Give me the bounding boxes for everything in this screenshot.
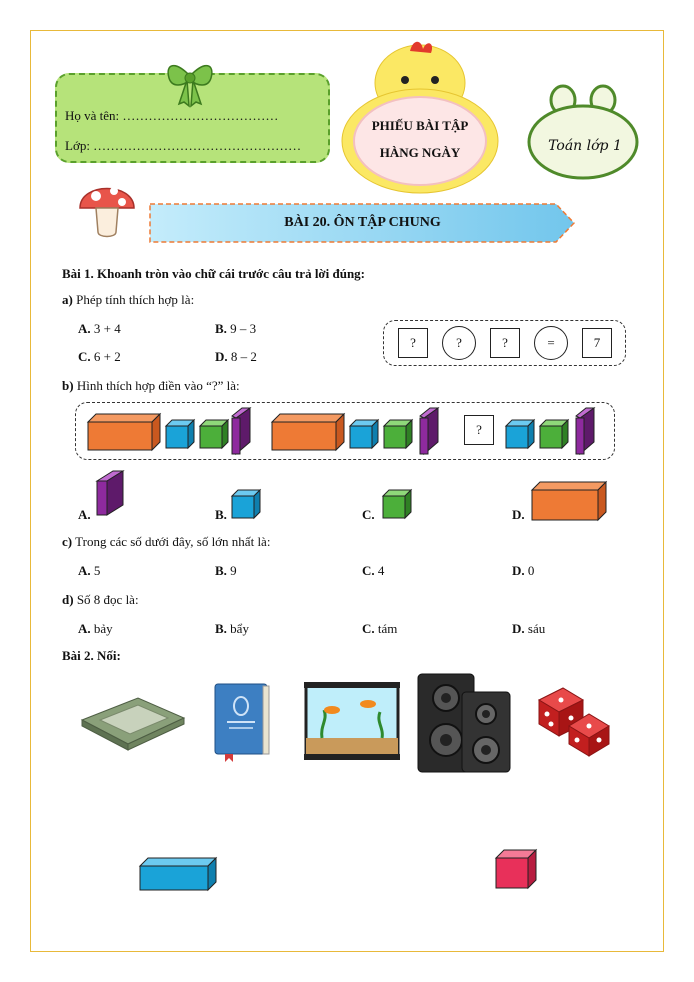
pattern-green-cube-2 (384, 420, 412, 448)
pattern-green-cube-1 (200, 420, 228, 448)
aquarium-icon[interactable] (302, 680, 402, 762)
option-a-A[interactable]: A. 3 + 4 (78, 321, 121, 336)
pattern-purple-prism-2 (420, 408, 438, 454)
question-a-prompt (62, 292, 194, 308)
question-d-text: Số 8 đọc là: (76, 592, 139, 607)
option-b-A-letter[interactable]: A. (78, 507, 91, 522)
question-d-label: d) (62, 592, 74, 607)
option-d-A[interactable]: A. bảy (78, 621, 113, 636)
equation-frame (383, 320, 626, 366)
pattern-missing-box[interactable]: ? (464, 415, 494, 445)
dice-icon[interactable] (533, 682, 613, 758)
option-c-C[interactable]: C. 4 (362, 563, 385, 578)
pattern-blue-cube-3 (506, 420, 534, 448)
tray-icon[interactable] (78, 692, 188, 752)
book-icon[interactable] (211, 682, 273, 764)
option-b-A-purple-prism[interactable] (93, 469, 127, 519)
option-a-C[interactable]: C. 6 + 2 (78, 349, 121, 364)
question-c-text: Trong các số dưới đây, số lớn nhất là: (75, 534, 271, 549)
question-b-text: Hình thích hợp điền vào “?” là: (76, 378, 240, 393)
pattern-purple-prism-3 (576, 408, 594, 454)
option-b-C-letter[interactable]: C. (362, 507, 375, 522)
question-b-label: b) (62, 378, 74, 393)
option-b-D-letter[interactable]: D. (512, 507, 525, 522)
option-d-D[interactable]: D. sáu (512, 621, 546, 636)
bunny-sticker-icon (525, 82, 645, 182)
equation-circle-equals: = (534, 326, 568, 360)
name-field[interactable]: Họ và tên: ……………………………… (65, 108, 279, 123)
equation-box-result: 7 (582, 328, 612, 358)
lesson-title: BÀI 20. ÔN TẬP CHUNG (284, 215, 441, 230)
question-b-prompt (62, 378, 240, 394)
option-b-B-letter[interactable]: B. (215, 507, 227, 522)
subject-sticker-label: Toán lớp 1 (548, 138, 622, 154)
pattern-blue-cube-2 (350, 420, 378, 448)
question-c-label: c) (62, 534, 73, 549)
option-d-B[interactable]: B. bẩy (215, 621, 249, 636)
speakers-icon[interactable] (414, 670, 514, 776)
pattern-orange-block-1 (88, 414, 160, 450)
option-b-C-green-cube[interactable] (379, 488, 413, 520)
target-blue-block[interactable] (138, 856, 220, 892)
exercise1-heading: Bài 1. Khoanh tròn vào chữ cái trước câu trả lời đúng: (62, 266, 366, 281)
option-a-D[interactable]: D. 8 – 2 (215, 349, 257, 364)
chick-badge-icon (335, 35, 505, 195)
equation-box-1: ? (398, 328, 428, 358)
pattern-green-cube-3 (540, 420, 568, 448)
pattern-purple-prism-1 (232, 408, 250, 454)
option-c-D[interactable]: D. 0 (512, 563, 535, 578)
pattern-orange-block-2 (272, 414, 344, 450)
title-line-1: PHIẾU BÀI TẬP (371, 118, 469, 133)
question-c-prompt (62, 534, 270, 550)
mushroom-icon (76, 176, 138, 242)
class-field[interactable]: Lớp: ………………………………………… (65, 138, 302, 153)
question-a-text: Phép tính thích hợp là: (76, 292, 195, 307)
option-c-A[interactable]: A. 5 (78, 563, 101, 578)
equation-box-2: ? (490, 328, 520, 358)
option-c-B[interactable]: B. 9 (215, 563, 237, 578)
title-line-2: HÀNG NGÀY (379, 145, 461, 160)
pattern-blue-cube-1 (166, 420, 194, 448)
equation-circle-1: ? (442, 326, 476, 360)
option-b-D-orange-block[interactable] (530, 480, 610, 522)
option-a-B[interactable]: B. 9 – 3 (215, 321, 257, 336)
exercise2-heading: Bài 2. Nối: (62, 648, 121, 663)
shape-pattern (80, 404, 610, 460)
option-b-B-blue-cube[interactable] (228, 488, 262, 520)
bow-icon (163, 58, 217, 110)
option-d-C[interactable]: C. tám (362, 621, 398, 636)
target-red-cube[interactable] (494, 848, 540, 892)
question-d-prompt (62, 592, 139, 608)
question-a-label: a) (62, 292, 73, 307)
